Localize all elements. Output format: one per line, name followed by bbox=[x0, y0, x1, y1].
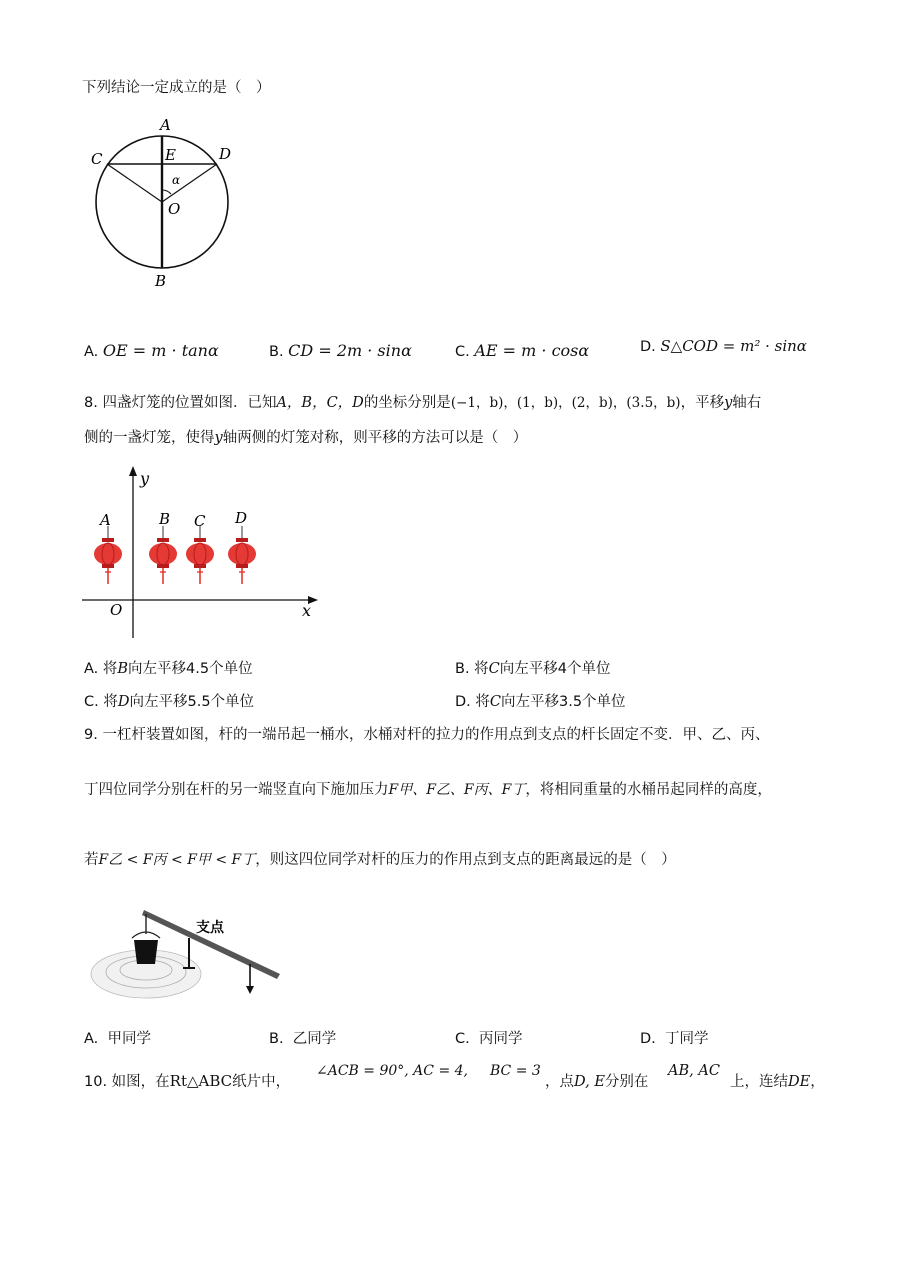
q10-condition-angle: ∠ACB = 90°, AC = 4, bbox=[316, 1063, 468, 1079]
q8-stem-line2: 侧的一盏灯笼，使得y轴两侧的灯笼对称，则平移的方法可以是（ ） bbox=[84, 430, 528, 446]
q7-label-e: E bbox=[165, 146, 176, 164]
q9-lever-figure bbox=[84, 904, 284, 1008]
q8-lantern-figure bbox=[78, 462, 328, 644]
q8-option-a: A. 将B向左平移4.5个单位 bbox=[84, 661, 253, 677]
q9-stem-line2: 丁四位同学分别在杆的另一端竖直向下施加压力F甲、F乙、F丙、F丁，将相同重量的水桶吊起同样的高度， bbox=[84, 782, 772, 798]
q8-label-a: A bbox=[100, 511, 111, 529]
q8-origin-label: O bbox=[110, 601, 123, 619]
q9-option-c: C. 丙同学 bbox=[455, 1031, 523, 1047]
q8-option-d: D. 将C向左平移3.5个单位 bbox=[455, 694, 626, 710]
q7-option-b: B. CD = 2m · sinα bbox=[269, 341, 412, 360]
lantern-a bbox=[94, 526, 122, 584]
q8-label-d: D bbox=[235, 509, 248, 527]
q8-x-axis-label: x bbox=[302, 601, 312, 620]
q7-angle-alpha: α bbox=[172, 173, 181, 187]
q10-stem-part1: 10. 如图，在Rt△ABC纸片中， bbox=[84, 1072, 291, 1090]
q7-label-a: A bbox=[160, 116, 171, 134]
q8-y-axis-label: y bbox=[140, 469, 150, 488]
q10-stem-part3: 上，连结DE， bbox=[730, 1074, 825, 1090]
q10-sides: AB, AC bbox=[668, 1063, 720, 1079]
q7-stem: 下列结论一定成立的是（ ） bbox=[82, 80, 271, 96]
q7-circle-figure bbox=[85, 112, 245, 292]
q9-pivot-label: 支点 bbox=[196, 920, 224, 936]
q10-stem-part2: ，点D, E分别在 bbox=[545, 1074, 649, 1090]
q9-option-d: D. 丁同学 bbox=[640, 1031, 709, 1047]
q9-stem-line1: 9. 一杠杆装置如图，杆的一端吊起一桶水，水桶对杆的拉力的作用点到支点的杆长固定不变．甲、乙、丙、 bbox=[84, 727, 770, 743]
lantern-d bbox=[228, 526, 256, 584]
q7-option-a: A. OE = m · tanα bbox=[84, 341, 219, 360]
q8-label-c: C bbox=[194, 512, 206, 530]
q8-option-b: B. 将C向左平移4个单位 bbox=[455, 661, 611, 677]
lantern-c bbox=[186, 526, 214, 584]
q8-stem-line1: 8. 四盏灯笼的位置如图．已知A，B，C，D的坐标分别是(−1，b)，(1，b)，(2，b)，(3.5，b)，平移y轴右 bbox=[84, 395, 762, 411]
q7-label-c: C bbox=[91, 150, 103, 168]
q10-condition-bc: BC = 3 bbox=[490, 1063, 541, 1079]
q9-option-a: A. 甲同学 bbox=[84, 1031, 151, 1047]
q7-label-b: B bbox=[155, 272, 167, 290]
q7-label-o: O bbox=[168, 200, 181, 218]
q7-option-d: D. S△COD = m² · sinα bbox=[640, 337, 807, 355]
q9-option-b: B. 乙同学 bbox=[269, 1031, 337, 1047]
q8-label-b: B bbox=[159, 510, 171, 528]
q9-stem-line3: 若F乙 < F丙 < F甲 < F丁，则这四位同学对杆的压力的作用点到支点的距离最远的是（ ） bbox=[84, 852, 676, 868]
q8-option-c: C. 将D向左平移5.5个单位 bbox=[84, 694, 255, 710]
lantern-b bbox=[149, 526, 177, 584]
q7-option-c: C. AE = m · cosα bbox=[455, 341, 590, 360]
q7-label-d: D bbox=[219, 145, 232, 163]
